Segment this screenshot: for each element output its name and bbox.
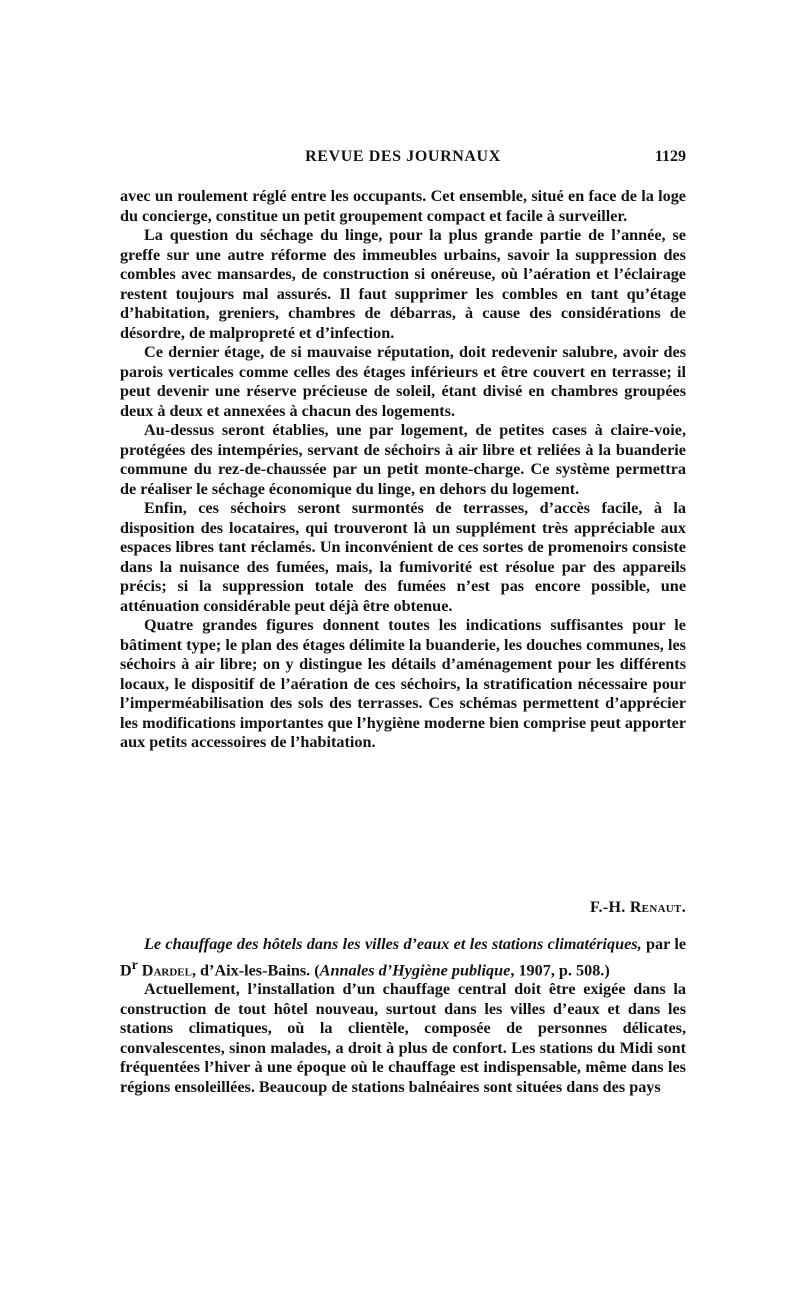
page-number: 1129 [654,148,686,165]
article-author: Dardel [137,960,192,979]
doctor-superscript: r [131,956,138,972]
article-by: par le D [120,935,687,979]
paragraph: Enfin, ces séchoirs seront surmontés de terrasses, d’accès facile, à la disposition des locataires, qui trouveront là un supplément très appréciable aux espaces libres tant réclamés. Un inconvénient de ces sortes de promenoirs consiste dans la nuisance des fumées, mais, la fumivorité est résolue par des appareils précis; si la suppression totale des fumées n’est pas encore possible, une atténuation considérable peut déjà être obtenue. [120,499,686,615]
article-renaut [120,187,686,753]
running-title: REVUE DES JOURNAUX [305,148,501,165]
article-affiliation: , d’Aix-les-Bains. ( [191,960,320,979]
author-signature [590,899,686,917]
article-dardel [120,935,686,1097]
article-citation: , 1907, p. 508.) [510,960,610,979]
paragraph: Ce dernier étage, de si mauvaise réputation, doit redevenir salubre, avoir des parois verticales comme celles des étages inférieurs et être couvert en terrasse; il peut devenir une réserve précieuse de soleil, étant divisé en chambres groupées deux à deux et annexées à chacun des logements. [120,343,686,420]
paragraph: Au-dessus seront établies, une par logement, de petites cases à claire-voie, protégées des intempéries, servant de séchoirs à air libre et reliées à la buanderie commune du rez-de-chaussée par un petit monte-charge. Ce système permettra de réaliser le séchage économique du linge, en dehors du logement. [120,421,686,498]
running-header [120,148,686,172]
paragraph: Actuellement, l’installation d’un chauffage central doit être exigée dans la construction de tout hôtel nouveau, surtout dans les villes d’eaux et dans les stations climatiques, où la clientèle, composée de personnes délicates, convalescentes, sinon malades, a droit à plus de confort. Les stations du Midi sont fréquentées l’hiver à une époque où le chauffage est indispensable, même dans les régions ensoleillées. Beaucoup de stations balnéaires sont situées dans des pays [120,980,686,1096]
paragraph: La question du séchage du linge, pour la plus grande partie de l’année, se greffe sur une autre réforme des immeubles urbains, savoir la suppression des combles avec mansardes, de construction si onéreuse, où l’aération et l’éclairage restent toujours mal assurés. Il faut supprimer les combles en tant qu’étage d’habitation, greniers, chambres de débarras, à cause des considérations de désordre, de malpropreté et d’infection. [120,226,686,342]
signature-initials: F.-H. [589,899,630,916]
article-title: Le chauffage des hôtels dans les villes d’eaux et les stations climatériques, [144,935,642,953]
paragraph: avec un roulement réglé entre les occupants. Cet ensemble, situé en face de la loge du concierge, constitue un petit groupement compact et facile à surveiller. [120,187,686,225]
article-heading [120,935,686,980]
paragraph: Quatre grandes figures donnent toutes les indications suffisantes pour le bâtiment type; le plan des étages délimite la buanderie, les douches communes, les séchoirs à air libre; on y distingue les détails d’aménagement pour les différents locaux, le dispositif de l’aération de ces séchoirs, la stratification nécessaire pour l’imperméabilisation des sols des terrasses. Ces schémas permettent d’apprécier les modifications importantes que l’hygiène moderne bien comprise peut apporter aux petits accessoires de l’habitation. [120,616,686,751]
journal-name: Annales d’Hygiène publique [319,960,511,979]
signature-name: Renaut. [629,899,686,916]
